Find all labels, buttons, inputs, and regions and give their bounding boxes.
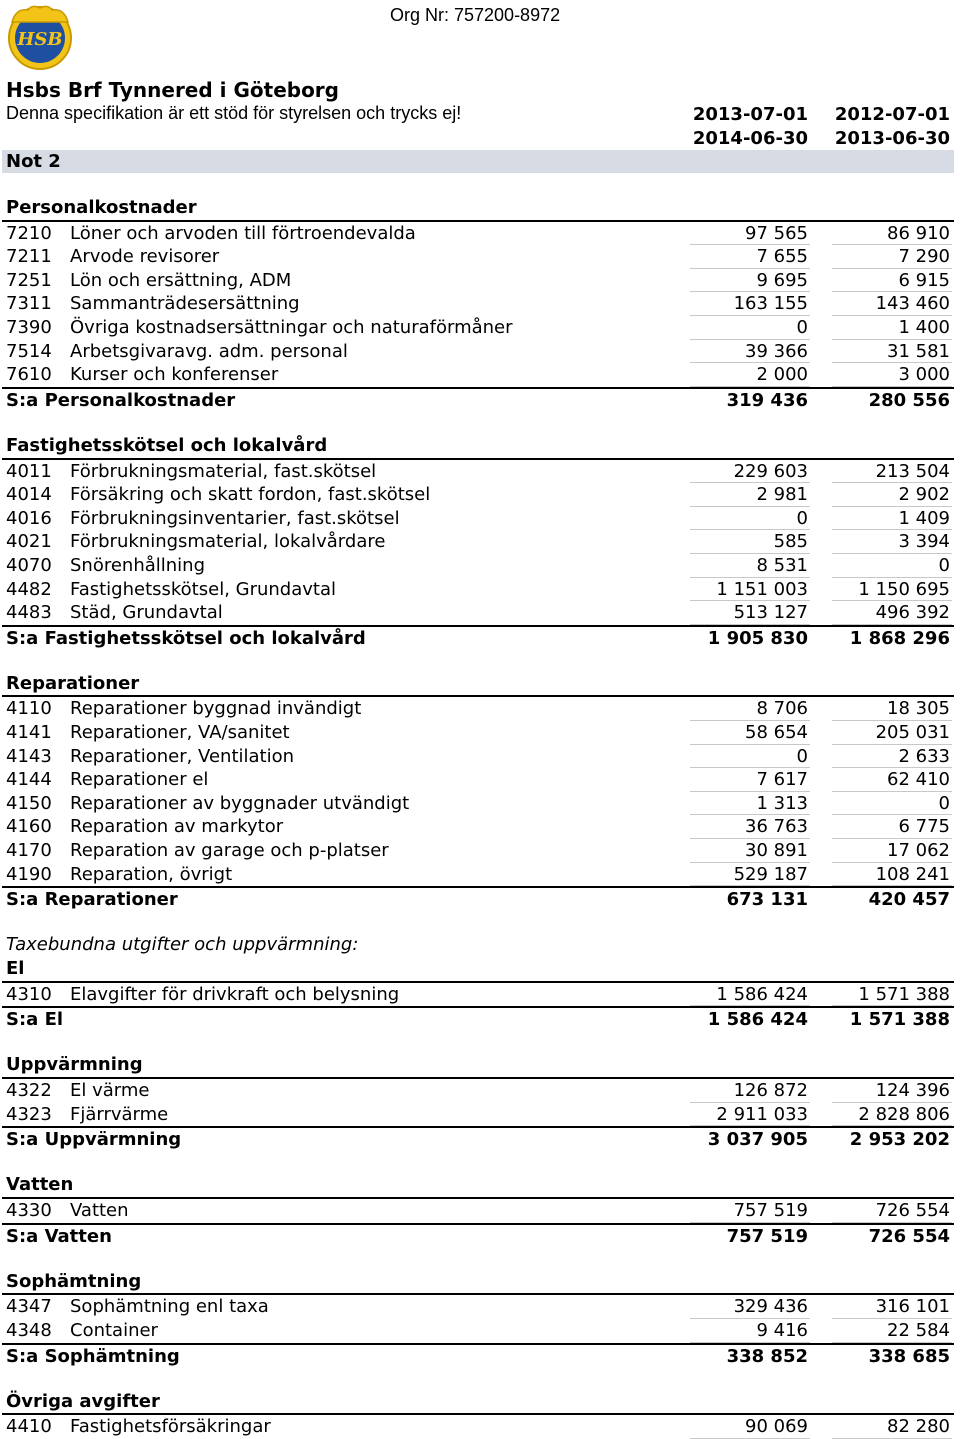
account-code: 4348 (6, 1319, 52, 1341)
value-current: 7 655 (756, 246, 808, 268)
total-row (2, 387, 954, 411)
period-2-header (800, 103, 950, 151)
account-code: 4190 (6, 863, 52, 885)
account-label: Reparationer, Ventilation (70, 745, 295, 767)
period-1-header (658, 103, 808, 151)
value-previous: 1 571 388 (858, 983, 950, 1005)
value-current: 126 872 (733, 1079, 808, 1101)
account-label: Städ, Grundavtal (70, 602, 223, 624)
total-current: 757 519 (726, 1225, 808, 1247)
account-code: 4143 (6, 745, 52, 767)
total-previous: 280 556 (868, 389, 950, 411)
period-2-to: 2013-06-30 (834, 128, 950, 149)
period-2-from: 2012-07-01 (834, 104, 950, 125)
value-previous: 31 581 (887, 340, 950, 362)
table-row (0, 483, 960, 507)
value-current: 2 911 033 (716, 1103, 808, 1125)
account-code: 4330 (6, 1199, 52, 1221)
table-row (0, 1103, 960, 1127)
table-row (0, 245, 960, 269)
value-current: 97 565 (745, 222, 808, 244)
org-number: Org Nr: 757200-8972 (390, 5, 561, 25)
table-row (0, 316, 960, 340)
value-current: 36 763 (745, 816, 808, 838)
value-current: 30 891 (745, 840, 808, 862)
table-row (0, 792, 960, 816)
value-previous: 108 241 (875, 863, 950, 885)
value-previous: 82 280 (887, 1416, 950, 1438)
total-row (2, 1126, 954, 1150)
value-previous: 496 392 (875, 602, 950, 624)
account-code: 4021 (6, 531, 52, 553)
account-code: 4310 (6, 983, 52, 1005)
account-label: Snörenhållning (70, 554, 206, 576)
value-current: 0 (796, 507, 808, 529)
account-label: Fastighetsförsäkringar (70, 1416, 271, 1438)
value-previous: 2 828 806 (858, 1103, 950, 1125)
account-code: 4170 (6, 840, 52, 862)
account-code: 4011 (6, 460, 52, 482)
note-label: Not 2 (6, 151, 61, 172)
value-current: 39 366 (745, 340, 808, 362)
account-label: Container (70, 1319, 158, 1341)
total-row (2, 1343, 954, 1367)
value-current: 90 069 (745, 1416, 808, 1438)
section-title: Fastighetsskötsel och lokalvård (6, 434, 328, 456)
table-row (0, 578, 960, 602)
section-header (2, 672, 954, 698)
account-label: Arbetsgivaravg. adm. personal (70, 340, 348, 362)
account-label: Fastighetsskötsel, Grundavtal (70, 578, 337, 600)
value-previous: 3 000 (898, 364, 950, 386)
table-row (0, 721, 960, 745)
table-row (0, 530, 960, 554)
total-previous: 2 953 202 (849, 1129, 950, 1151)
table-row (0, 554, 960, 578)
table-row (0, 839, 960, 863)
account-code: 4014 (6, 484, 52, 506)
value-current: 329 436 (733, 1296, 808, 1318)
section-header (2, 1173, 954, 1199)
section-title: Vatten (6, 1174, 74, 1196)
section-title: Övriga avgifter (6, 1390, 160, 1412)
spacer-row (0, 1246, 960, 1270)
table-row (0, 1415, 960, 1439)
account-label: Lön och ersättning, ADM (70, 269, 292, 291)
account-label: Reparation, övrigt (70, 863, 233, 885)
total-previous: 726 554 (868, 1225, 950, 1247)
total-row (2, 1006, 954, 1030)
section-title: Reparationer (6, 672, 140, 694)
value-previous: 18 305 (887, 698, 950, 720)
value-previous: 1 150 695 (858, 578, 950, 600)
page-subtitle: Denna specifikation är ett stöd för styrelsen och trycks ej! (6, 103, 462, 123)
table-row (0, 292, 960, 316)
value-previous: 7 290 (898, 246, 950, 268)
value-current: 8 531 (756, 554, 808, 576)
account-code: 4483 (6, 602, 52, 624)
value-current: 58 654 (745, 722, 808, 744)
total-previous: 420 457 (868, 889, 950, 911)
table-row (0, 863, 960, 887)
account-label: Reparation av markytor (70, 816, 284, 838)
account-code: 4410 (6, 1416, 52, 1438)
account-label: Övriga kostnadsersättningar och naturaförmåner (70, 316, 513, 338)
account-label: Fjärrvärme (70, 1103, 169, 1125)
table-row (0, 815, 960, 839)
total-label: S:a Uppvärmning (6, 1129, 182, 1151)
period-1-to: 2014-06-30 (692, 128, 808, 149)
account-label: Reparationer av byggnader utvändigt (70, 792, 410, 814)
total-previous: 1 868 296 (849, 627, 950, 649)
account-label: Arvode revisorer (70, 246, 220, 268)
group-caption (0, 933, 960, 957)
account-code: 4160 (6, 816, 52, 838)
total-label: S:a Personalkostnader (6, 389, 236, 411)
total-current: 673 131 (726, 889, 808, 911)
account-code: 4347 (6, 1296, 52, 1318)
hsb-logo (2, 2, 78, 72)
account-code: 4144 (6, 769, 52, 791)
section-title: Personalkostnader (6, 197, 197, 218)
table-row (0, 340, 960, 364)
note-bar (2, 150, 954, 173)
account-code: 4482 (6, 578, 52, 600)
total-row (2, 1223, 954, 1247)
total-current: 338 852 (726, 1345, 808, 1367)
value-previous: 124 396 (875, 1079, 950, 1101)
account-code: 4110 (6, 698, 52, 720)
account-label: Kurser och konferenser (70, 364, 279, 386)
account-code: 4141 (6, 722, 52, 744)
value-previous: 6 915 (898, 269, 950, 291)
table-row (0, 222, 960, 246)
table-row (0, 601, 960, 625)
account-code: 4070 (6, 554, 52, 576)
account-code: 4150 (6, 792, 52, 814)
spacer-row (0, 648, 960, 672)
total-label: S:a El (6, 1009, 64, 1031)
value-previous: 213 504 (875, 460, 950, 482)
value-current: 2 981 (756, 484, 808, 506)
value-previous: 2 633 (898, 745, 950, 767)
account-label: Försäkring och skatt fordon, fast.skötsel (70, 484, 431, 506)
value-current: 7 617 (756, 769, 808, 791)
account-label: Förbrukningsinventarier, fast.skötsel (70, 507, 400, 529)
total-row (2, 886, 954, 910)
account-code: 4322 (6, 1079, 52, 1101)
account-code: 7610 (6, 364, 52, 386)
spacer-row (0, 1366, 960, 1390)
account-label: Reparationer el (70, 769, 209, 791)
account-code: 7210 (6, 222, 52, 244)
value-current: 0 (796, 745, 808, 767)
value-previous: 726 554 (875, 1199, 950, 1221)
section-header (2, 434, 954, 460)
account-label: Elavgifter för drivkraft och belysning (70, 983, 400, 1005)
value-current: 1 586 424 (716, 983, 808, 1005)
section-title: El (6, 958, 25, 979)
value-previous: 3 394 (898, 531, 950, 553)
value-previous: 1 400 (898, 316, 950, 338)
account-label: Sophämtning enl taxa (70, 1296, 269, 1318)
section-header (2, 196, 954, 222)
value-previous: 6 775 (898, 816, 950, 838)
total-label: S:a Fastighetsskötsel och lokalvård (6, 627, 366, 649)
value-current: 229 603 (733, 460, 808, 482)
account-label: Förbrukningsmaterial, lokalvårdare (70, 531, 386, 553)
account-label: Reparationer, VA/sanitet (70, 722, 290, 744)
account-label: Vatten (70, 1199, 129, 1221)
account-label: El värme (70, 1079, 150, 1101)
value-current: 513 127 (733, 602, 808, 624)
value-previous: 22 584 (887, 1319, 950, 1341)
logo-text: HSB (17, 29, 63, 50)
value-current: 8 706 (756, 698, 808, 720)
value-current: 529 187 (733, 863, 808, 885)
total-row (2, 625, 954, 649)
value-current: 1 313 (756, 792, 808, 814)
table-row (0, 1295, 960, 1319)
total-previous: 338 685 (868, 1345, 950, 1367)
section-header (2, 1053, 954, 1079)
section-header (2, 957, 954, 983)
value-current: 163 155 (733, 293, 808, 315)
group-caption-text: Taxebundna utgifter och uppvärmning: (6, 934, 359, 956)
account-label: Löner och arvoden till förtroendevalda (70, 222, 416, 244)
value-current: 0 (796, 316, 808, 338)
account-code: 7514 (6, 340, 52, 362)
section-header (2, 1390, 954, 1416)
section-title: Uppvärmning (6, 1054, 143, 1076)
table-row (0, 1079, 960, 1103)
table-row (0, 507, 960, 531)
value-current: 9 416 (756, 1319, 808, 1341)
total-label: S:a Vatten (6, 1225, 112, 1247)
value-current: 757 519 (733, 1199, 808, 1221)
page-title: Hsbs Brf Tynnered i Göteborg (6, 78, 339, 102)
total-previous: 1 571 388 (849, 1009, 950, 1031)
table-row (0, 1199, 960, 1223)
spacer-row (0, 1150, 960, 1174)
account-label: Sammanträdesersättning (70, 293, 300, 315)
account-label: Reparationer byggnad invändigt (70, 698, 362, 720)
total-current: 319 436 (726, 389, 808, 411)
value-previous: 62 410 (887, 769, 950, 791)
value-current: 585 (773, 531, 808, 553)
table-row (0, 363, 960, 387)
value-previous: 143 460 (875, 293, 950, 315)
table-row (0, 697, 960, 721)
value-previous: 205 031 (875, 722, 950, 744)
account-code: 7211 (6, 246, 52, 268)
account-label: Reparation av garage och p-platser (70, 840, 389, 862)
table-row (0, 269, 960, 293)
total-label: S:a Sophämtning (6, 1345, 180, 1367)
value-current: 1 151 003 (716, 578, 808, 600)
total-current: 3 037 905 (707, 1129, 808, 1151)
value-current: 9 695 (756, 269, 808, 291)
value-previous: 0 (938, 554, 950, 576)
value-previous: 1 409 (898, 507, 950, 529)
spacer-row (0, 910, 960, 934)
account-label: Förbrukningsmaterial, fast.skötsel (70, 460, 377, 482)
value-previous: 2 902 (898, 484, 950, 506)
account-code: 7390 (6, 316, 52, 338)
table-row (0, 745, 960, 769)
account-code: 4016 (6, 507, 52, 529)
total-current: 1 905 830 (707, 627, 808, 649)
total-current: 1 586 424 (707, 1009, 808, 1031)
value-previous: 86 910 (887, 222, 950, 244)
value-previous: 0 (938, 792, 950, 814)
account-code: 7251 (6, 269, 52, 291)
table-row (0, 460, 960, 484)
account-code: 7311 (6, 293, 52, 315)
table-row (0, 983, 960, 1007)
value-previous: 316 101 (875, 1296, 950, 1318)
section-title: Sophämtning (6, 1270, 142, 1292)
value-current: 2 000 (756, 364, 808, 386)
spacer-row (0, 1030, 960, 1054)
value-previous: 17 062 (887, 840, 950, 862)
total-label: S:a Reparationer (6, 889, 178, 911)
period-1-from: 2013-07-01 (692, 104, 808, 125)
section-header (2, 1270, 954, 1296)
specification-table (0, 196, 960, 1439)
table-row (0, 1319, 960, 1343)
account-code: 4323 (6, 1103, 52, 1125)
spacer-row (0, 410, 960, 434)
table-row (0, 768, 960, 792)
